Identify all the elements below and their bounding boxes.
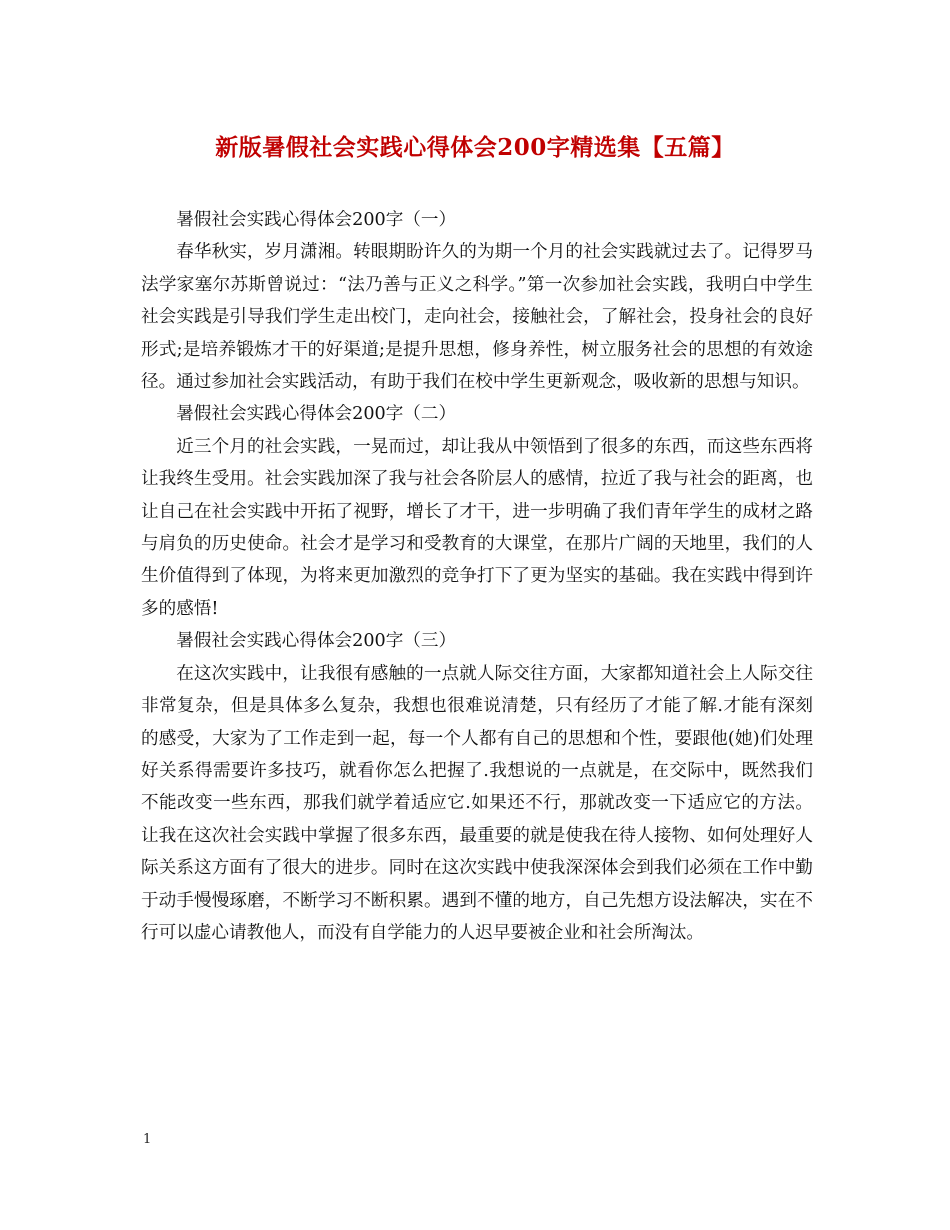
page-number: 1: [143, 1132, 152, 1147]
section-body-1: 春华秋实，岁月潇湘。转眼期盼许久的为期一个月的社会实践就过去了。记得罗马法学家塞尔苏斯曾说过：“法乃善与正义之科学。”第一次参加社会实践，我明白中学生社会实践是引导我们学生走出校门，走向社会，接触社会，了解社会，投身社会的良好形式;是培养锻炼才干的好渠道;是提升思想，修身养性，树立服务社会的思想的有效途径。通过参加社会实践活动，有助于我们在校中学生更新观念，吸收新的思想与知识。: [141, 242, 813, 393]
section-heading-2: 暑假社会实践心得体会200字（二）: [176, 404, 457, 425]
section-body-3: 在这次实践中，让我很有感触的一点就人际交往方面，大家都知道社会上人际交往非常复杂，但是具体多么复杂，我想也很难说清楚，只有经历了才能了解.才能有深刻的感受，大家为了工作走到一起，每一个人都有自己的思想和个性，要跟他(她)们处理好关系得需要许多技巧，就看你怎么把握了.我想说的一点就是，在交际中，既然我们不能改变一些东西，那我们就学着适应它.如果还不行，那就改变一下适应它的方法。让我在这次社会实践中掌握了很多东西，最重要的就是使我在待人接物、如何处理好人际关系这方面有了很大的进步。同时在这次实践中使我深深体会到我们必须在工作中勤于动手慢慢琢磨，不断学习不断积累。遇到不懂的地方，自己先想方设法解决，实在不行可以虚心请教他人，而没有自学能力的人迟早要被企业和社会所淘汰。: [141, 663, 813, 943]
section-heading-1: 暑假社会实践心得体会200字（一）: [176, 210, 457, 230]
section-body-2: 近三个月的社会实践，一晃而过，却让我从中领悟到了很多的东西，而这些东西将让我终生受用。社会实践加深了我与社会各阶层人的感情，拉近了我与社会的距离，也让自己在社会实践中开拓了视野，增长了才干，进一步明确了我们青年学生的成材之路与肩负的历史使命。社会才是学习和受教育的大课堂，在那片广阔的天地里，我们的人生价值得到了体现，为将来更加激烈的竞争打下了更为坚实的基础。我在实践中得到许多的感悟!: [141, 436, 813, 619]
section-heading-3: 暑假社会实践心得体会200字（三）: [176, 631, 457, 652]
document-title: 新版暑假社会实践心得体会200字精选集【五篇】: [215, 134, 735, 161]
document-body: [141, 204, 813, 949]
